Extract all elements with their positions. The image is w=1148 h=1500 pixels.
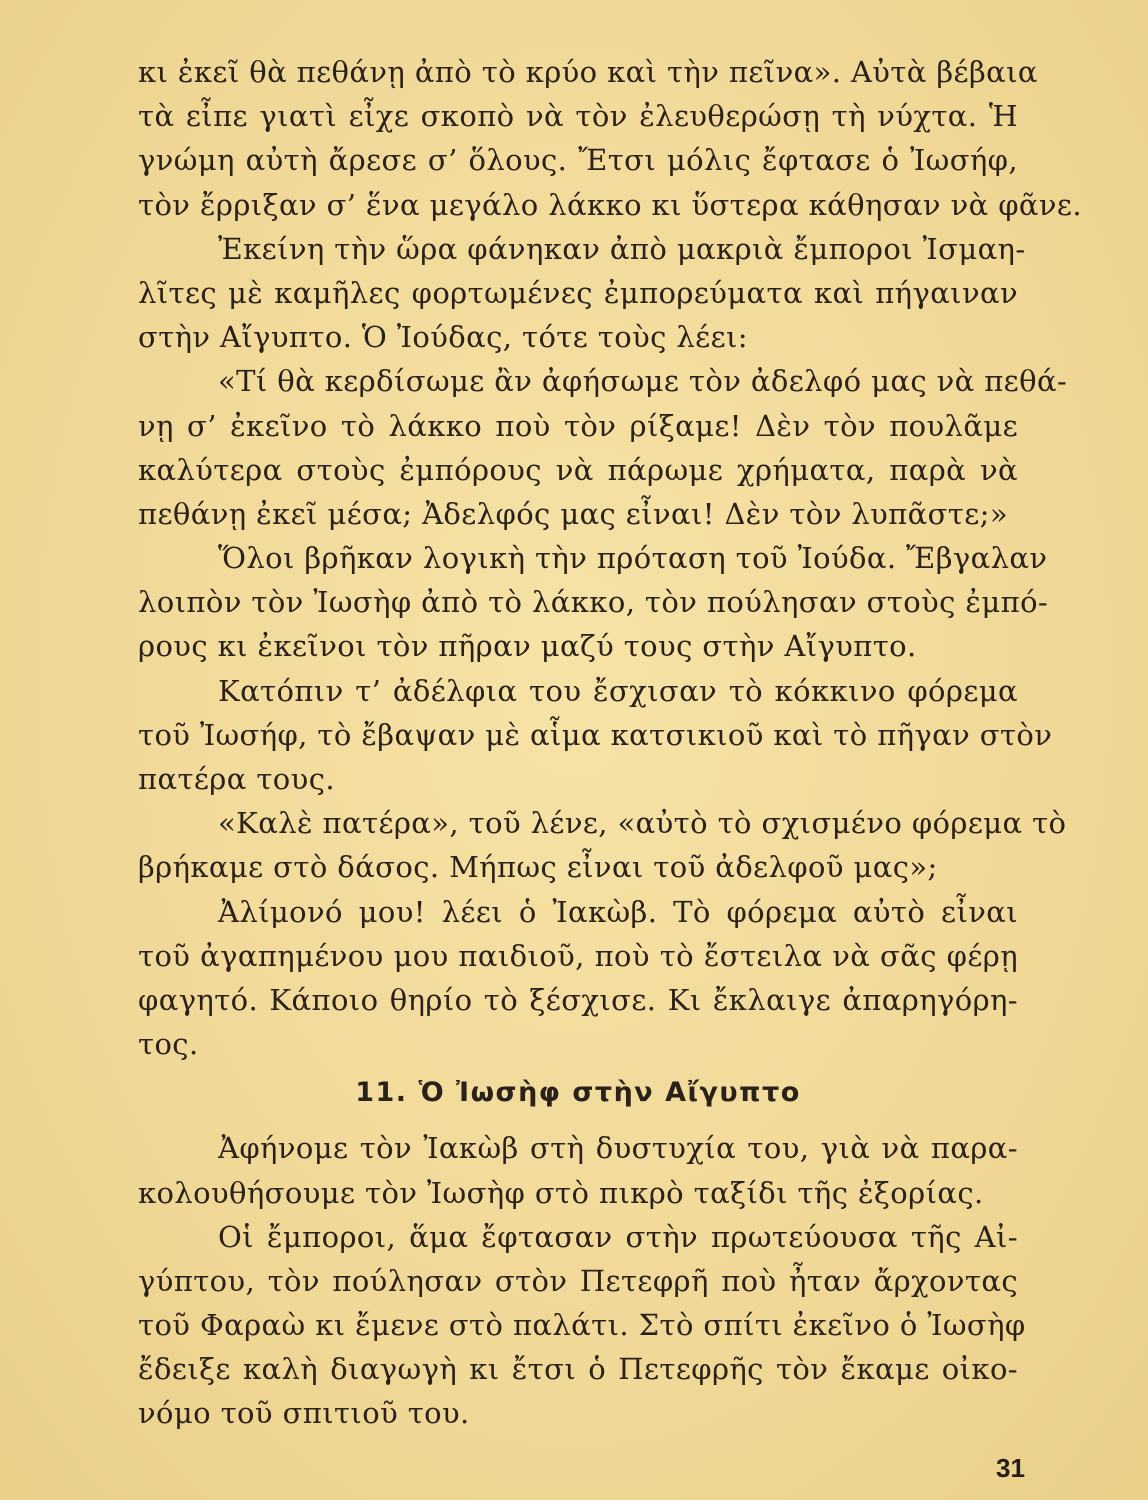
text-line: τοῦ ἀγαπημένου μου παιδιοῦ, ποὺ τὸ ἔστειλα νὰ σᾶς φέρῃ xyxy=(138,938,1018,973)
text-line: Ἐκείνη τὴν ὥρα φάνηκαν ἀπὸ μακριὰ ἔμποροι Ἰσμαη- xyxy=(218,231,1026,266)
text-line: Ἀλίμονό μου! λέει ὁ Ἰακὼβ. Τὸ φόρεμα αὐτὸ εἶναι xyxy=(218,894,1018,929)
body-text xyxy=(138,50,1082,1436)
text-line: Οἱ ἔμποροι, ἅμα ἔφτασαν στὴν πρωτεύουσα τῆς Αἰ- xyxy=(218,1219,1018,1254)
text-line: «Τί θὰ κερδίσωμε ἂν ἀφήσωμε τὸν ἀδελφό μας νὰ πεθά- xyxy=(218,364,1068,399)
text-line: καλύτερα στοὺς ἐμπόρους νὰ πάρωμε χρήματα, παρὰ νὰ xyxy=(138,452,1018,487)
text-line: ἔδειξε καλὴ διαγωγὴ κι ἔτσι ὁ Πετεφρῆς τὸν ἔκαμε οἰκο- xyxy=(138,1352,1018,1387)
text-line: τὰ εἶπε γιατὶ εἶχε σκοπὸ νὰ τὸν ἐλευθερώσῃ τὴ νύχτα. Ἡ xyxy=(138,99,1018,134)
text-line: τοῦ Ἰωσήφ, τὸ ἔβαψαν μὲ αἷμα κατσικιοῦ καὶ τὸ πῆγαν στὸν xyxy=(138,717,1053,752)
text-line: Ἀφήνομε τὸν Ἰακὼβ στὴ δυστυχία του, γιὰ νὰ παρα- xyxy=(218,1131,1018,1166)
text-before-heading xyxy=(138,50,1082,1066)
text-line: τὸν ἔρριξαν σ’ ἕνα μεγάλο λάκκο κι ὕστερα κάθησαν νὰ φᾶνε. xyxy=(138,187,1082,222)
text-line: Κατόπιν τ’ ἀδέλφια του ἔσχισαν τὸ κόκκινο φόρεμα xyxy=(218,673,1018,708)
text-line: νόμο τοῦ σπιτιοῦ του. xyxy=(138,1396,470,1431)
text-line: τος. xyxy=(138,1027,199,1062)
text-line: τοῦ Φαραὼ κι ἔμενε στὸ παλάτι. Στὸ σπίτι ἐκεῖνο ὁ Ἰωσὴφ xyxy=(138,1308,1026,1343)
text-line: γνώμη αὐτὴ ἄρεσε σ’ ὅλους. Ἔτσι μόλις ἔφτασε ὁ Ἰωσήφ, xyxy=(138,143,1018,178)
text-line: ρους κι ἐκεῖνοι τὸν πῆραν μαζύ τους στὴν Αἴγυπτο. xyxy=(138,629,917,664)
text-line: φαγητό. Κάποιο θηρίο τὸ ξέσχισε. Κι ἔκλαιγε ἀπαρηγόρη- xyxy=(138,982,1018,1017)
text-line: βρήκαμε στὸ δάσος. Μήπως εἶναι τοῦ ἀδελφοῦ μας»; xyxy=(138,850,938,885)
text-line: λῖτες μὲ καμῆλες φορτωμένες ἐμπορεύματα καὶ πήγαιναν xyxy=(138,275,1018,310)
text-line: Ὅλοι βρῆκαν λογικὴ τὴν πρόταση τοῦ Ἰούδα. Ἔβγαλαν xyxy=(218,541,1048,576)
text-line: πεθάνῃ ἐκεῖ μέσα; Ἀδελφός μας εἶναι! Δὲν τὸν λυπᾶστε;» xyxy=(138,496,1008,531)
text-line: κολουθήσουμε τὸν Ἰωσὴφ στὸ πικρὸ ταξίδι τῆς ἐξορίας. xyxy=(138,1175,984,1210)
text-line: γύπτου, τὸν πούλησαν στὸν Πετεφρῆ ποὺ ἦταν ἄρχοντας xyxy=(138,1263,1018,1298)
page-number: 31 xyxy=(996,1453,1025,1483)
section-heading: 11. Ὁ Ἰωσὴφ στὴν Αἴγυπτο xyxy=(355,1077,801,1109)
text-line: πατέρα τους. xyxy=(138,762,335,796)
text-line: στὴν Αἴγυπτο. Ὁ Ἰούδας, τότε τοὺς λέει: xyxy=(138,320,748,355)
text-line: «Καλὲ πατέρα», τοῦ λένε, «αὐτὸ τὸ σχισμένο φόρεμα τὸ xyxy=(218,806,1067,841)
text-after-heading xyxy=(138,1126,1026,1435)
text-line: κι ἐκεῖ θὰ πεθάνῃ ἀπὸ τὸ κρύο καὶ τὴν πεῖνα». Αὐτὰ βέβαια xyxy=(138,55,1038,89)
text-line: νῃ σ’ ἐκεῖνο τὸ λάκκο ποὺ τὸν ρίξαμε! Δὲν τὸν πουλᾶμε xyxy=(138,408,1018,443)
text-line: λοιπὸν τὸν Ἰωσὴφ ἀπὸ τὸ λάκκο, τὸν πούλησαν στοὺς ἐμπό- xyxy=(138,585,1049,620)
